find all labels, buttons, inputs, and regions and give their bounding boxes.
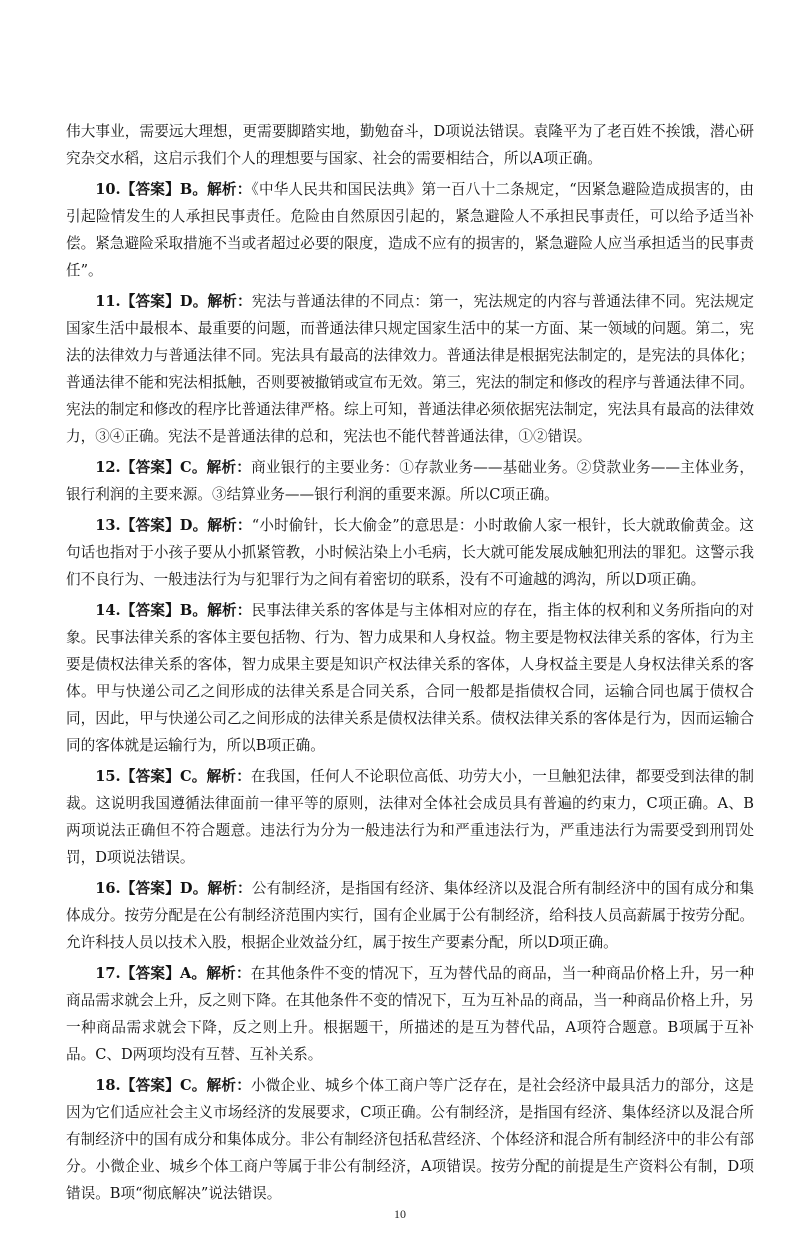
- answer-label: 18.【答案】C。解析：: [95, 1077, 251, 1094]
- page-number: 10: [394, 1207, 406, 1221]
- answer-label: 10.【答案】B。解析：: [95, 181, 252, 198]
- answer-text: 公有制经济，是指国有经济、集体经济以及混合所有制经济中的国有成分和集体成分。按劳分配是在公有制经济范围内实行，国有企业属于公有制经济，给科技人员高薪属于按劳分配。允许科技人员以技术入股，根据企业效益分红，属于按生产要素分配，所以D项正确。: [66, 880, 754, 951]
- answer-label: 11.【答案】D。解析：: [95, 293, 252, 310]
- answer-label: 16.【答案】D。解析：: [95, 880, 252, 897]
- answer-15: [66, 763, 754, 871]
- answer-text: 宪法与普通法律的不同点：第一，宪法规定的内容与普通法律不同。宪法规定国家生活中最根本、最重要的问题，而普通法律只规定国家生活中的某一方面、某一领域的问题。第二，宪法的法律效力与普通法律不同。宪法具有最高的法律效力。普通法律是根据宪法制定的，是宪法的具体化；普通法律不能和宪法相抵触，否则要被撤销或宣布无效。第三，宪法的制定和修改的程序与普通法律不同。宪法的制定和修改的程序比普通法律严格。综上可知，普通法律必须依据宪法制定，宪法具有最高的法律效力，③④正确。宪法不是普通法律的总和，宪法也不能代替普通法律，①②错误。: [66, 293, 754, 445]
- answer-label: 12.【答案】C。解析：: [95, 459, 252, 476]
- answer-label: 17.【答案】A。解析：: [95, 965, 251, 982]
- answer-label: 14.【答案】B。解析：: [95, 602, 252, 619]
- answer-text: “小时偷针，长大偷金”的意思是：小时敢偷人家一根针，长大就敢偷黄金。这句话也指对于小孩子要从小抓紧管教，小时候沾染上小毛病，长大就可能发展成触犯刑法的罪犯。这警示我们不良行为、一般违法行为与犯罪行为之间有着密切的联系，没有不可逾越的鸿沟，所以D项正确。: [66, 517, 754, 588]
- answer-17: [66, 960, 754, 1068]
- paragraph-continuation: [66, 118, 754, 172]
- answer-label: 15.【答案】C。解析：: [95, 768, 251, 785]
- answer-text: 在其他条件不变的情况下，互为替代品的商品，当一种商品价格上升，另一种商品需求就会上升，反之则下降。在其他条件不变的情况下，互为互补品的商品，当一种商品价格上升，另一种商品需求就会下降，反之则上升。根据题干，所描述的是互为替代品，A项符合题意。B项属于互补品。C、D两项均没有互替、互补关系。: [66, 965, 754, 1063]
- answer-12: [66, 454, 754, 508]
- answer-13: [66, 512, 754, 593]
- answer-18: [66, 1072, 754, 1207]
- answer-label: 13.【答案】D。解析：: [95, 517, 252, 534]
- answer-explanations: [66, 118, 754, 1211]
- answer-text: 小微企业、城乡个体工商户等广泛存在，是社会经济中最具活力的部分，这是因为它们适应社会主义市场经济的发展要求，C项正确。公有制经济，是指国有经济、集体经济以及混合所有制经济中的国有成分和集体成分。非公有制经济包括私营经济、个体经济和混合所有制经济中的非公有部分。小微企业、城乡个体工商户等属于非公有制经济，A项错误。按劳分配的前提是生产资料公有制，D项错误。B项“彻底解决”说法错误。: [66, 1077, 754, 1202]
- answer-14: [66, 597, 754, 759]
- answer-text: 民事法律关系的客体是与主体相对应的存在，指主体的权利和义务所指向的对象。民事法律关系的客体主要包括物、行为、智力成果和人身权益。物主要是物权法律关系的客体，行为主要是债权法律关系的客体，智力成果主要是知识产权法律关系的客体，人身权益主要是人身权法律关系的客体。甲与快递公司乙之间形成的法律关系是合同关系，合同一般都是指债权合同，运输合同也属于债权合同，因此，甲与快递公司乙之间形成的法律关系是债权法律关系。债权法律关系的客体是行为，因而运输合同的客体就是运输行为，所以B项正确。: [66, 602, 754, 754]
- answer-16: [66, 875, 754, 956]
- answer-text: 《中华人民共和国民法典》第一百八十二条规定，“因紧急避险造成损害的，由引起险情发生的人承担民事责任。危险由自然原因引起的，紧急避险人不承担民事责任，可以给予适当补偿。紧急避险采取措施不当或者超过必要的限度，造成不应有的损害的，紧急避险人应当承担适当的民事责任”。: [66, 181, 754, 279]
- answer-text: 在我国，任何人不论职位高低、功劳大小，一旦触犯法律，都要受到法律的制裁。这说明我国遵循法律面前一律平等的原则，法律对全体社会成员具有普遍的约束力，C项正确。A、B两项说法正确但不符合题意。违法行为分为一般违法行为和严重违法行为，严重违法行为需要受到刑罚处罚，D项说法错误。: [66, 768, 754, 866]
- paragraph-text: 伟大事业，需要远大理想，更需要脚踏实地，勤勉奋斗，D项说法错误。袁隆平为了老百姓不挨饿，潜心研究杂交水稻，这启示我们个人的理想要与国家、社会的需要相结合，所以A项正确。: [66, 123, 754, 167]
- answer-11: [66, 288, 754, 450]
- answer-10: [66, 176, 754, 284]
- answer-text: 商业银行的主要业务：①存款业务——基础业务。②贷款业务——主体业务，银行利润的主要来源。③结算业务——银行利润的重要来源。所以C项正确。: [66, 459, 754, 503]
